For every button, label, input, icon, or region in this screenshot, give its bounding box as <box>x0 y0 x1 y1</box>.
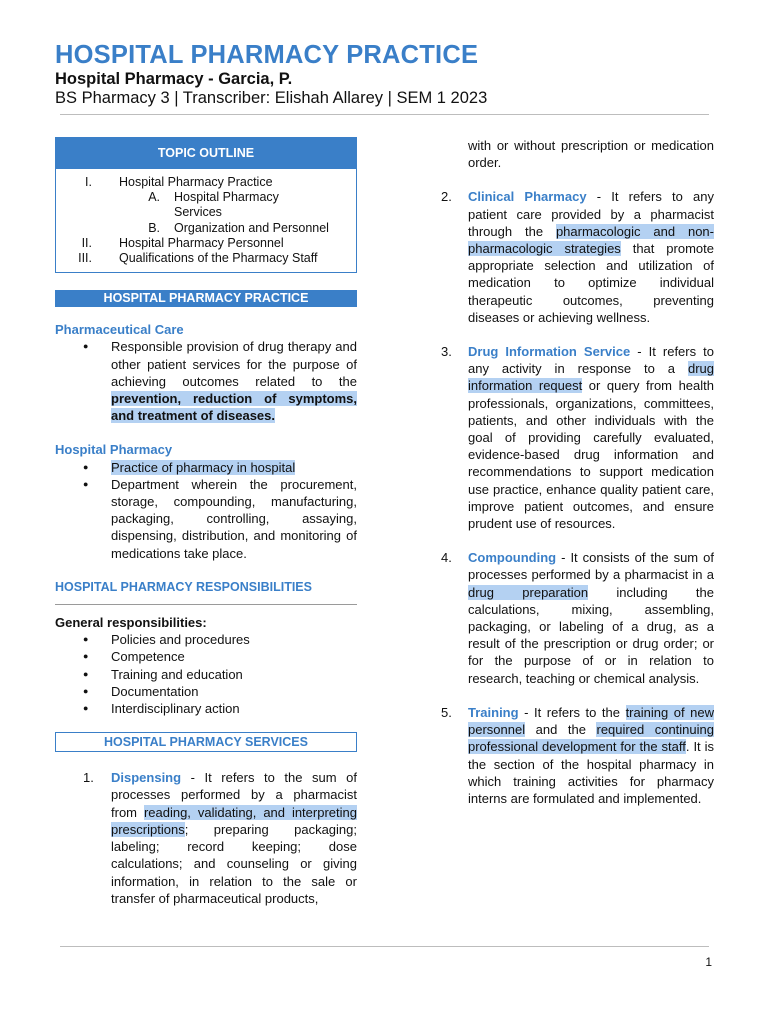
list-item: ● Department wherein the procurement, storage, compounding, manufacturing, packaging, controlling, assaying, dispensing, distribution, and monitoring of medications take place. <box>55 476 357 562</box>
responsibilities-heading: HOSPITAL PHARMACY RESPONSIBILITIES <box>55 579 312 594</box>
hospital-bullet-highlight: Practice of pharmacy in hospital <box>111 459 296 475</box>
service-highlight: drug information request <box>468 361 714 394</box>
outline-item-text: Hospital Pharmacy Practice <box>119 175 273 189</box>
document-meta: BS Pharmacy 3 | Transcriber: Elishah Allarey | SEM 1 2023 <box>55 89 488 107</box>
topic-outline-list <box>56 169 356 272</box>
service-text: including the calculations, mixing, assembling, packaging, or labeling of a drug, as a result of the prescription or drug order; or for the purpose of or in relation to research, teaching or chemical analysis. <box>468 584 714 686</box>
list-item: ● Documentation <box>55 683 357 700</box>
outline-item <box>56 221 356 236</box>
service-key: Drug Information Service <box>468 344 631 360</box>
list-item <box>55 338 357 424</box>
outline-item <box>56 175 356 190</box>
outline-item-text: Qualifications of the Pharmacy Staff <box>119 251 318 266</box>
service-key: Compounding <box>468 550 557 566</box>
left-column <box>55 137 357 907</box>
outline-item <box>56 236 356 251</box>
service-key: Training <box>468 704 519 720</box>
service-text: - It refers to any patient care provided by a pharmacist through the <box>468 189 714 239</box>
outline-item-text: Hospital Pharmacy <box>174 190 279 205</box>
service-number: 3. <box>441 344 452 360</box>
service-text: - It refers to any activity in response to a <box>468 344 714 377</box>
page-number: 1 <box>705 955 712 969</box>
responsibilities-list <box>55 631 357 717</box>
service-highlight: drug preparation <box>468 584 589 600</box>
list-item <box>55 459 357 476</box>
service-highlight: required continuing professional development for the staff <box>468 722 714 755</box>
topic-outline <box>55 137 357 273</box>
service-text: that promote appropriate selection and utilization of medication to optimize individual therapeutic outcomes, preventing diseases or achieving wellness. <box>468 241 714 325</box>
outline-item-number: B. <box>148 220 160 235</box>
service-item-compounding <box>438 549 714 687</box>
service-text: . It is the section of the hospital pharmacy in which training activities for pharmacy interns are formulated and implemented. <box>468 739 714 806</box>
right-column <box>438 137 714 807</box>
service-key: Dispensing <box>111 770 182 786</box>
service-key: Clinical Pharmacy <box>468 189 587 205</box>
outline-item <box>56 205 356 220</box>
service-text: or query from health professionals, organizations, committees, patients, and other individuals with the goal of providing carefully evaluated, evidence-based drug information and recommendations to support medication use practice, enhance quality patient care, improve patient outcomes, and ensure prudent use of resources. <box>468 378 714 532</box>
service-item-clinical <box>438 188 714 326</box>
service-number: 2. <box>441 189 452 205</box>
outline-item-number: III. <box>78 251 92 266</box>
care-text: Responsible provision of drug therapy and other patient services for the purpose of achieving outcomes related to the <box>111 339 357 389</box>
service-number: 4. <box>441 550 452 566</box>
outline-item <box>56 251 356 266</box>
outline-item-number: I. <box>85 175 92 189</box>
service-text: ; preparing packaging; labeling; record keeping; dose calculations; and counseling or giving information, in relation to the sale or transfer of pharmaceutical products, <box>111 821 357 906</box>
service-text: - It refers to the <box>518 704 626 720</box>
outline-item-text: Services <box>174 205 222 220</box>
list-item: ● Policies and procedures <box>55 631 357 648</box>
care-highlight: prevention, reduction of symptoms, and treatment of diseases. <box>111 391 357 424</box>
outline-item-number <box>56 205 160 220</box>
hospital-pharmacy-heading: Hospital Pharmacy <box>55 442 173 458</box>
hospital-pharmacy-list <box>55 459 357 562</box>
service-item-dispensing <box>55 769 357 907</box>
document-subtitle: Hospital Pharmacy - Garcia, P. <box>55 70 293 88</box>
document-header <box>55 40 715 108</box>
pharmaceutical-care-heading: Pharmaceutical Care <box>55 322 184 338</box>
outline-item <box>56 190 356 205</box>
service-text: - It refers to the sum of processes performed by a pharmacist from <box>111 770 357 820</box>
service-item-drug-information <box>438 343 714 532</box>
pharmaceutical-care-list <box>55 338 357 424</box>
service-item-training <box>438 704 714 807</box>
service-highlight: pharmacologic and non-pharmacologic strategies <box>468 223 714 257</box>
section-banner-practice: HOSPITAL PHARMACY PRACTICE <box>55 290 357 307</box>
header-divider <box>60 114 709 115</box>
outline-item-text: Organization and Personnel <box>174 220 329 235</box>
footer-divider <box>60 946 709 947</box>
dispensing-continuation: with or without prescription or medication order. <box>468 138 714 171</box>
service-number: 1. <box>83 770 94 786</box>
outline-item-text: Hospital Pharmacy Personnel <box>119 235 284 250</box>
list-item: ● Competence <box>55 648 357 665</box>
list-item: ● Training and education <box>55 666 357 683</box>
outline-item-number: A. <box>148 190 160 205</box>
general-responsibilities-label: General responsibilities: <box>55 615 207 631</box>
section-banner-services: HOSPITAL PHARMACY SERVICES <box>55 732 357 752</box>
service-highlight: reading, validating, and interpreting prescriptions <box>111 804 357 837</box>
service-number: 5. <box>441 704 452 720</box>
list-item: ● Interdisciplinary action <box>55 700 357 717</box>
topic-outline-heading: TOPIC OUTLINE <box>56 138 356 169</box>
service-text: and the <box>525 722 597 738</box>
service-text: - It consists of the sum of processes performed by a pharmacist in a <box>468 550 714 583</box>
service-highlight: training of new personnel <box>468 704 714 738</box>
responsibilities-divider <box>55 604 357 605</box>
outline-item-number: II. <box>81 235 92 250</box>
document-title: HOSPITAL PHARMACY PRACTICE <box>55 41 479 69</box>
